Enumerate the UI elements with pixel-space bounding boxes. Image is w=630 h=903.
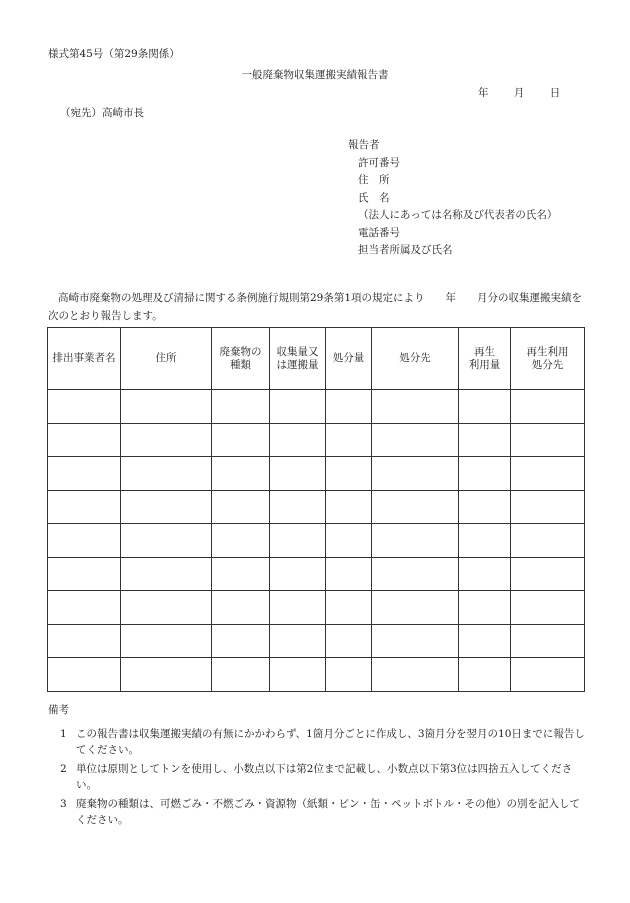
corporate-note: （法人にあっては名称及び代表者の氏名） [358, 209, 558, 221]
column-header-line: 再生利用 [526, 345, 569, 358]
table-cell[interactable] [48, 524, 121, 558]
table-cell[interactable] [48, 457, 121, 491]
table-cell[interactable] [212, 524, 270, 558]
reporter-heading: 報告者 [348, 139, 380, 151]
table-cell[interactable] [212, 591, 270, 625]
table-cell[interactable] [212, 390, 270, 424]
table-cell[interactable] [511, 490, 585, 524]
date-line [478, 86, 582, 100]
table-cell[interactable] [270, 524, 326, 558]
column-header [121, 328, 212, 390]
note-text: 廃棄物の種類は、可燃ごみ・不燃ごみ・資源物（紙類・ビン・缶・ペットボトル・その他）の別を記入してください。 [76, 798, 580, 826]
address-label: 住 所 [358, 174, 390, 186]
table-cell[interactable] [212, 490, 270, 524]
table-body [48, 390, 585, 692]
column-header-line: 処分先 [399, 352, 431, 364]
table-cell[interactable] [270, 658, 326, 692]
table-cell[interactable] [511, 457, 585, 491]
table-cell[interactable] [326, 524, 372, 558]
permit-number-label: 許可番号 [358, 156, 400, 169]
table-cell[interactable] [48, 658, 121, 692]
table-cell[interactable] [459, 557, 511, 591]
table-cell[interactable] [212, 557, 270, 591]
table-cell[interactable] [372, 423, 459, 457]
date-month-label: 月 [513, 87, 525, 99]
table-cell[interactable] [48, 624, 121, 658]
table-cell[interactable] [511, 423, 585, 457]
table-header-row [48, 328, 585, 390]
phone-label: 電話番号 [358, 226, 400, 239]
table-cell[interactable] [459, 591, 511, 625]
table-cell[interactable] [121, 591, 212, 625]
table-cell[interactable] [511, 591, 585, 625]
table-cell[interactable] [459, 658, 511, 692]
table-cell[interactable] [48, 390, 121, 424]
table-cell[interactable] [372, 524, 459, 558]
table-row [48, 490, 585, 524]
column-header [48, 328, 121, 390]
table-row [48, 658, 585, 692]
table-row [48, 457, 585, 491]
table-cell[interactable] [121, 658, 212, 692]
column-header-line: 住所 [155, 352, 177, 364]
table-cell[interactable] [372, 591, 459, 625]
table-cell[interactable] [121, 423, 212, 457]
table-cell[interactable] [121, 457, 212, 491]
table-cell[interactable] [326, 423, 372, 457]
notes-list [60, 726, 586, 831]
table-cell[interactable] [459, 490, 511, 524]
table-cell[interactable] [372, 390, 459, 424]
notes-title: 備考 [48, 704, 69, 716]
column-header [459, 328, 511, 390]
document-title: 一般廃棄物収集運搬実績報告書 [241, 69, 389, 81]
table-cell[interactable] [459, 390, 511, 424]
note-number: 3 [60, 798, 67, 810]
table-cell[interactable] [48, 557, 121, 591]
table-cell[interactable] [48, 423, 121, 457]
table-cell[interactable] [326, 658, 372, 692]
note-text: この報告書は収集運搬実績の有無にかかわらず、1箇月分ごとに作成し、3箇月分を翌月の10日までに報告してください。 [76, 728, 585, 756]
table-row [48, 591, 585, 625]
note-item [60, 726, 586, 758]
note-text: 単位は原則としてトンを使用し、小数点以下は第2位まで記載し、小数点以下第3位は四捨五入してください。 [76, 763, 573, 791]
date-year-label: 年 [478, 87, 489, 99]
column-header-line: は運搬量 [276, 358, 319, 371]
column-header-line: 収集量又 [276, 345, 319, 358]
contact-label: 担当者所属及び氏名 [358, 244, 453, 256]
table-cell[interactable] [270, 591, 326, 625]
table-cell[interactable] [270, 624, 326, 658]
table-cell[interactable] [459, 524, 511, 558]
column-header [372, 328, 459, 390]
column-header [326, 328, 372, 390]
table-cell[interactable] [121, 557, 212, 591]
table-cell[interactable] [212, 658, 270, 692]
table-cell[interactable] [326, 457, 372, 491]
table-cell[interactable] [270, 557, 326, 591]
column-header-line: 種類 [230, 358, 251, 371]
table-cell[interactable] [511, 524, 585, 558]
column-header-line: 利用量 [468, 358, 501, 371]
table-row [48, 557, 585, 591]
table-row [48, 423, 585, 457]
table-cell[interactable] [326, 557, 372, 591]
column-header-line: 処分先 [531, 358, 564, 371]
table-cell[interactable] [212, 624, 270, 658]
table-cell[interactable] [511, 658, 585, 692]
note-item [60, 796, 586, 828]
note-item [60, 761, 586, 793]
reporter-block [348, 137, 557, 260]
table-cell[interactable] [212, 423, 270, 457]
table-cell[interactable] [459, 624, 511, 658]
table-cell[interactable] [121, 490, 212, 524]
table-cell[interactable] [372, 624, 459, 658]
column-header-line: 処分量 [332, 352, 365, 364]
table-cell[interactable] [326, 490, 372, 524]
table-cell[interactable] [212, 457, 270, 491]
column-header [212, 328, 270, 390]
table-row [48, 624, 585, 658]
table-row [48, 524, 585, 558]
table-cell[interactable] [372, 658, 459, 692]
note-number: 1 [60, 728, 67, 740]
table-cell[interactable] [270, 490, 326, 524]
table-cell[interactable] [511, 557, 585, 591]
table-cell[interactable] [326, 624, 372, 658]
addressee: （宛先）高崎市長 [60, 107, 144, 119]
column-header [511, 328, 585, 390]
table-cell[interactable] [511, 624, 585, 658]
table-cell[interactable] [121, 624, 212, 658]
date-day-label: 日 [549, 87, 561, 99]
column-header-line: 廃棄物の [219, 345, 262, 358]
table-row [48, 390, 585, 424]
body-text: 高崎市廃棄物の処理及び清掃に関する条例施行規則第29条第1項の規定により 年 月分の収集運搬実績を次のとおり報告します。 [48, 292, 583, 322]
column-header-line: 排出事業者名 [52, 352, 116, 364]
table-cell[interactable] [270, 390, 326, 424]
table-cell[interactable] [326, 591, 372, 625]
table-cell[interactable] [270, 423, 326, 457]
table-cell[interactable] [372, 490, 459, 524]
table-cell[interactable] [459, 423, 511, 457]
table-cell[interactable] [511, 390, 585, 424]
column-header-line: 再生 [474, 345, 495, 358]
table-cell[interactable] [270, 457, 326, 491]
table-cell[interactable] [121, 524, 212, 558]
table-cell[interactable] [372, 557, 459, 591]
table-cell[interactable] [372, 457, 459, 491]
table-cell[interactable] [48, 490, 121, 524]
table-cell[interactable] [326, 390, 372, 424]
table-cell[interactable] [459, 457, 511, 491]
note-number: 2 [60, 763, 67, 775]
form-number: 様式第45号（第29条関係） [48, 48, 180, 60]
name-label: 氏 名 [358, 191, 390, 204]
table-cell[interactable] [121, 390, 212, 424]
column-header [270, 328, 326, 390]
table-cell[interactable] [48, 591, 121, 625]
report-table [47, 327, 585, 692]
